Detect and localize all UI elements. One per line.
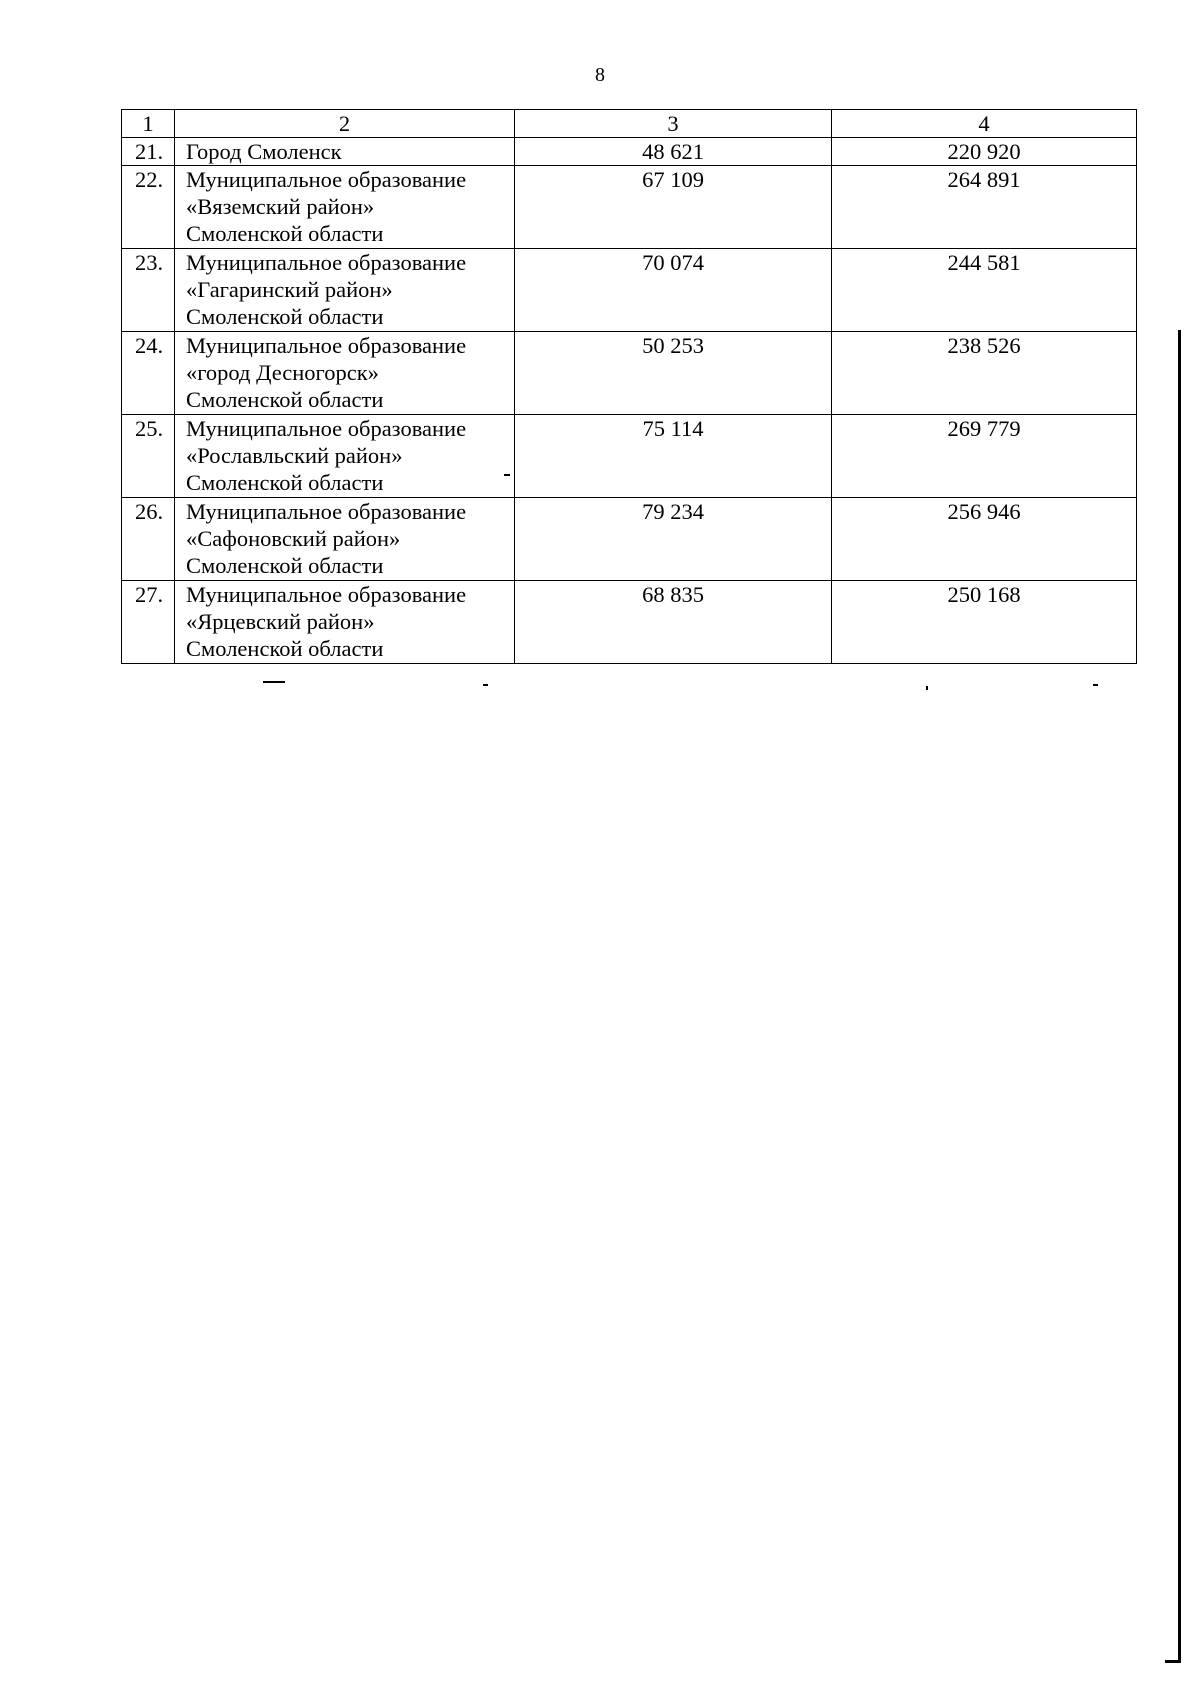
value-col4: 244 581	[832, 249, 1137, 332]
table-header-row	[122, 110, 1137, 138]
value-col3: 75 114	[515, 415, 832, 498]
column-header: 4	[832, 110, 1137, 138]
municipality-name: Муниципальное образование «Вяземский район» Смоленской области	[175, 166, 515, 249]
table-row	[122, 249, 1137, 332]
table-row	[122, 166, 1137, 249]
value-col4: 220 920	[832, 138, 1137, 166]
scan-speck	[504, 474, 510, 476]
value-col3: 68 835	[515, 581, 832, 664]
municipality-name: Муниципальное образование «город Десногорск» Смоленской области	[175, 332, 515, 415]
value-col4: 238 526	[832, 332, 1137, 415]
row-number: 22.	[122, 166, 175, 249]
municipality-name: Город Смоленск	[175, 138, 515, 166]
data-table	[121, 109, 1137, 664]
table-row	[122, 332, 1137, 415]
table-row	[122, 581, 1137, 664]
row-number: 25.	[122, 415, 175, 498]
scan-speck	[1093, 684, 1098, 686]
value-col4: 256 946	[832, 498, 1137, 581]
scan-speck	[483, 684, 488, 686]
value-col3: 67 109	[515, 166, 832, 249]
value-col4: 269 779	[832, 415, 1137, 498]
column-header: 1	[122, 110, 175, 138]
table-row	[122, 415, 1137, 498]
value-col3: 70 074	[515, 249, 832, 332]
row-number: 24.	[122, 332, 175, 415]
column-header: 2	[175, 110, 515, 138]
page-edge-rule-foot	[1165, 1660, 1181, 1663]
page-number: 8	[595, 64, 605, 86]
municipality-name: Муниципальное образование «Гагаринский район» Смоленской области	[175, 249, 515, 332]
table-row	[122, 138, 1137, 166]
row-number: 21.	[122, 138, 175, 166]
column-header: 3	[515, 110, 832, 138]
page-edge-rule	[1178, 330, 1181, 1662]
municipality-name: Муниципальное образование «Сафоновский район» Смоленской области	[175, 498, 515, 581]
scan-speck	[263, 681, 285, 683]
value-col4: 264 891	[832, 166, 1137, 249]
row-number: 23.	[122, 249, 175, 332]
table-row	[122, 498, 1137, 581]
row-number: 27.	[122, 581, 175, 664]
scan-speck	[926, 686, 928, 690]
value-col3: 79 234	[515, 498, 832, 581]
municipality-name: Муниципальное образование «Рославльский район» Смоленской области	[175, 415, 515, 498]
municipality-name: Муниципальное образование «Ярцевский район» Смоленской области	[175, 581, 515, 664]
value-col3: 48 621	[515, 138, 832, 166]
row-number: 26.	[122, 498, 175, 581]
value-col3: 50 253	[515, 332, 832, 415]
value-col4: 250 168	[832, 581, 1137, 664]
